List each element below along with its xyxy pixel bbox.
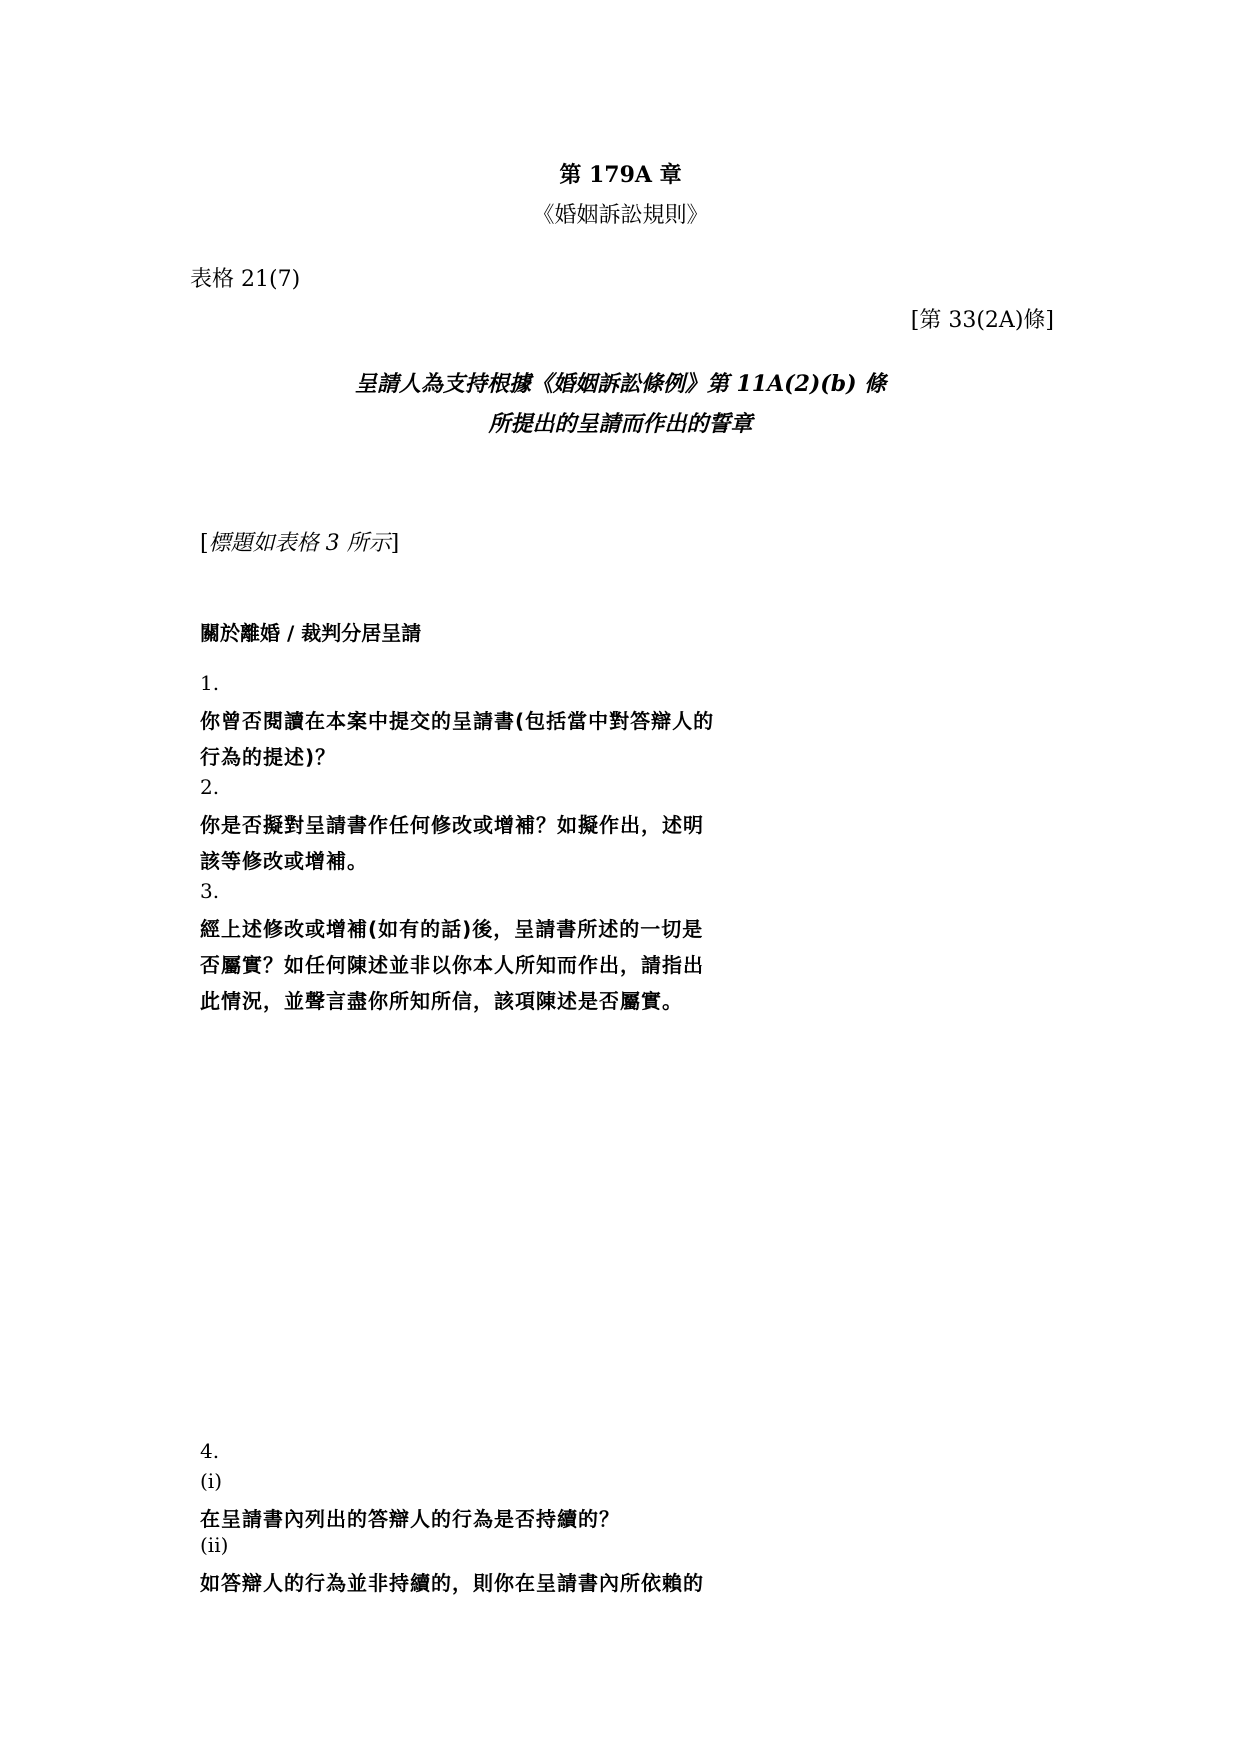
question-1-line-2: 行為的提述)？ (200, 745, 337, 769)
question-4-ii-line-1: 如答辯人的行為並非持續的，則你在呈請書內所依賴的 (200, 1571, 704, 1595)
question-2-line-2: 該等修改或增補。 (200, 849, 368, 873)
question-1-number: 1. (200, 671, 220, 695)
question-1-line-1: 你曾否閱讀在本案中提交的呈請書(包括當中對答辯人的 (200, 709, 715, 733)
question-4-ii-label: (ii) (200, 1533, 229, 1557)
question-3-line-1: 經上述修改或增補(如有的話)後，呈請書所述的一切是 (200, 917, 704, 941)
question-3-line-2: 否屬實？如任何陳述並非以你本人所知而作出，請指出 (200, 953, 704, 977)
question-3-number: 3. (200, 879, 220, 903)
section-title: 關於離婚 / 裁判分居呈請 (200, 621, 422, 645)
question-4-number: 4. (200, 1439, 220, 1463)
heading-note (200, 526, 399, 557)
question-3-line-3: 此情況，並聲言盡你所知所信，該項陳述是否屬實。 (200, 989, 683, 1013)
question-2-line-1: 你是否擬對呈請書作任何修改或增補？如擬作出，述明 (200, 813, 704, 837)
subtitle-line-2: 所提出的呈請而作出的誓章 (488, 411, 753, 437)
document-title: 《婚姻訴訟規則》 (532, 203, 709, 228)
heading-note-open: [ (200, 531, 209, 556)
form-number: 表格 21(7) (190, 267, 301, 292)
heading-note-close: ] (390, 531, 400, 556)
question-2-number: 2. (200, 775, 220, 799)
chapter-title: 第 179A 章 (559, 162, 682, 188)
question-4-i-label: (i) (200, 1469, 223, 1493)
subtitle-line-1: 呈請人為支持根據《婚姻訴訟條例》第 11A(2)(b) 條 (354, 371, 887, 397)
heading-note-text: 標題如表格 3 所示 (208, 531, 391, 556)
rule-reference: [第 33(2A)條] (910, 308, 1054, 333)
question-4-i-line-1: 在呈請書內列出的答辯人的行為是否持續的？ (200, 1507, 620, 1531)
